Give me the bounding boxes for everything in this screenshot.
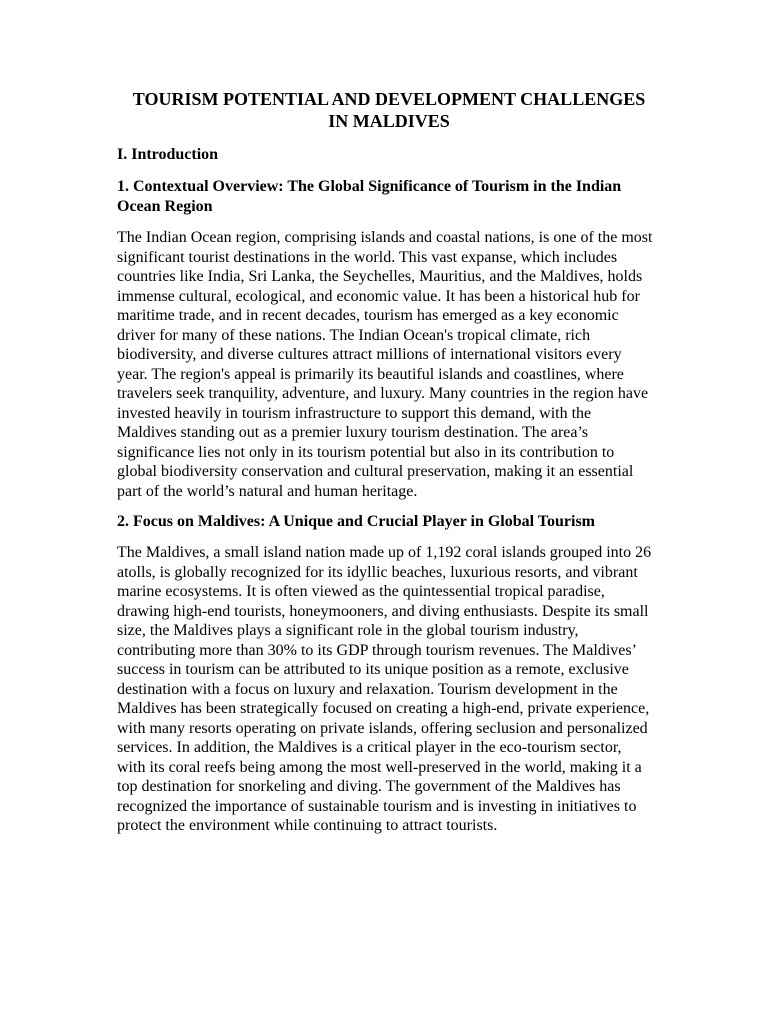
section-heading-introduction: I. Introduction	[117, 146, 219, 163]
subsection-heading-contextual-overview: 1. Contextual Overview: The Global Significance of Tourism in the Indian Ocean Region	[117, 178, 622, 215]
paragraph-focus-on-maldives: The Maldives, a small island nation made up of 1,192 coral islands grouped into 26 atolls, is globally recognized for its idyllic beaches, luxurious resorts, and vibrant marine ecosystems. It is often viewed as the quintessential tropical paradise, drawing high-end tourists, honeymooners, and diving enthusiasts. Despite its small size, the Maldives plays a significant role in the global tourism industry, contributing more than 30% to its GDP through tourism revenues. The Maldives’ success in tourism can be attributed to its unique position as a remote, exclusive destination with a focus on luxury and relaxation. Tourism development in the Maldives has been strategically focused on creating a high-end, private experience, with many resorts operating on private islands, offering seclusion and personalized services. In addition, the Maldives is a critical player in the eco-tourism sector, with its coral reefs being among the most well-preserved in the world, making it a top destination for snorkeling and diving. The government of the Maldives has recognized the importance of sustainable tourism and is investing in initiatives to protect the environment while continuing to attract tourists.	[117, 544, 652, 834]
document-title: TOURISM POTENTIAL AND DEVELOPMENT CHALLENGES IN MALDIVES	[132, 89, 646, 131]
document-page	[117, 88, 653, 847]
paragraph-contextual-overview: The Indian Ocean region, comprising islands and coastal nations, is one of the most significant tourist destinations in the world. This vast expanse, which includes countries like India, Sri Lanka, the Seychelles, Mauritius, and the Maldives, holds immense cultural, ecological, and economic value. It has been a historical hub for maritime trade, and in recent decades, tourism has emerged as a key economic driver for many of these nations. The Indian Ocean's tropical climate, rich biodiversity, and diverse cultures attract millions of international visitors every year. The region's appeal is primarily its beautiful islands and coastlines, where travelers seek tranquility, adventure, and luxury. Many countries in the region have invested heavily in tourism infrastructure to support this demand, with the Maldives standing out as a premier luxury tourism destination. The area’s significance lies not only in its tourism potential but also in its contribution to global biodiversity conservation and cultural preservation, making it an essential part of the world’s natural and human heritage.	[117, 229, 653, 500]
subsection-heading-focus-on-maldives: 2. Focus on Maldives: A Unique and Crucial Player in Global Tourism	[117, 513, 595, 530]
